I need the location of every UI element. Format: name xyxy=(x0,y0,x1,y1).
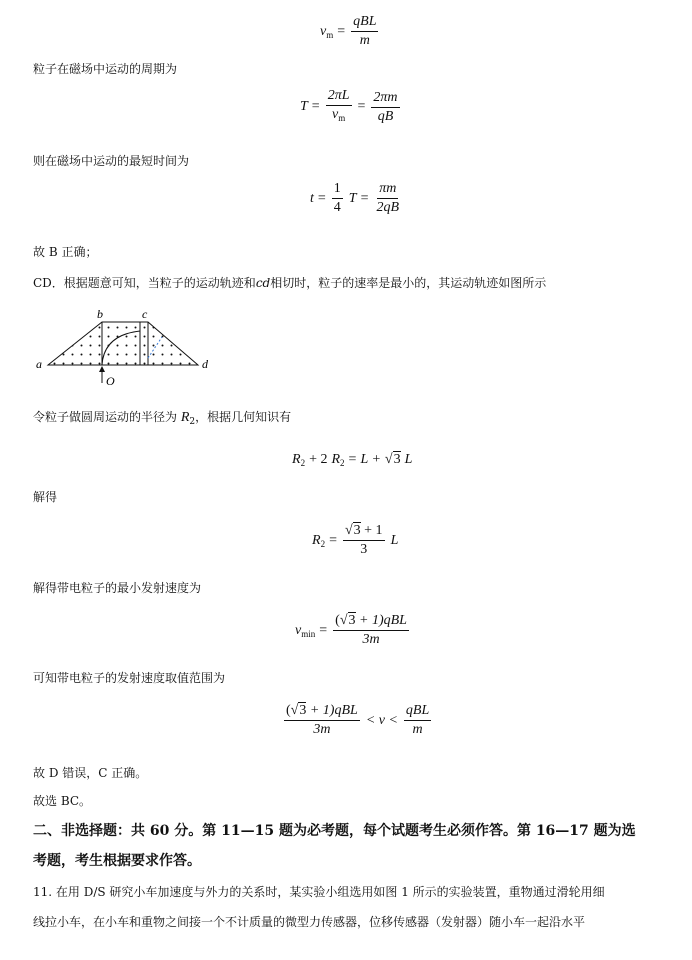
period-intro: 粒子在磁场中运动的周期为 xyxy=(33,62,178,76)
trapezoid-region xyxy=(48,322,198,365)
equation-range: $\frac{\text{(√3 + 1)qBL}}{3m}$ < v < $\frac{\text{qBL}}{m}$ xyxy=(286,703,430,737)
range-intro: 可知带电粒子的发射速度取值范围为 xyxy=(33,671,226,685)
equation-period: T = $\frac{2\pi L}{v_m}$ = $\frac{2\pi m}{qB}$ xyxy=(300,88,398,124)
cd-intro: CD．根据题意可知，当粒子的运动轨迹和cd相切时，粒子的速率是最小的，其运动轨迹如图所示 xyxy=(33,276,547,290)
d-wrong: 故 D 错误，C 正确。 xyxy=(33,766,148,780)
equation-vm: $v_m$ = $\frac{\text{qBL}}{m}$ xyxy=(320,14,377,48)
trapezoid-field-figure xyxy=(32,305,217,390)
question-11-line2: 线拉小车，在小车和重物之间接一个不计质量的微型力传感器，位移传感器（发射器）随小车一起沿水平 xyxy=(33,915,586,929)
label-o: O xyxy=(106,374,115,388)
min-time-intro: 则在磁场中运动的最短时间为 xyxy=(33,154,190,168)
equation-r2: $R_2$ = $\frac{√3 + 1}{3}$ L xyxy=(312,523,399,557)
label-b: b xyxy=(97,307,103,321)
question-11-line1: 11. 在用 D/S 研究小车加速度与外力的关系时，某实验小组选用如图 1 所示的实验装置，重物通过滑轮用细 xyxy=(33,885,605,899)
equation-vmin: $v_{min}$ = $\frac{\text{(√3 + 1)qBL}}{3m}$ xyxy=(295,613,407,647)
entry-arrow-head xyxy=(99,366,105,372)
label-c: c xyxy=(142,307,148,321)
b-correct: 故 B 正确； xyxy=(33,245,98,259)
label-d: d xyxy=(202,357,208,371)
equation-tmin: t = $\frac{1}{4}$ T = $\frac{\pi m}{2qB}$ xyxy=(310,181,400,215)
label-a: a xyxy=(36,357,42,371)
choose-bc: 故选 BC。 xyxy=(33,794,92,808)
min-speed-intro: 解得带电粒子的最小发射速度为 xyxy=(33,581,202,595)
solve-label: 解得 xyxy=(33,490,58,504)
section-heading-line2: 考题，考生根据要求作答。 xyxy=(33,853,201,869)
radius-intro: 令粒子做圆周运动的半径为 $R_2$，根据几何知识有 xyxy=(33,410,292,427)
section-heading-line1: 二、非选择题：共 60 分。第 11—15 题为必考题，每个试题考生必须作答。第 16—17 题为选 xyxy=(33,823,636,839)
equation-geometry: $R_2$ + 2 $R_2$ = L + √3 L xyxy=(292,452,413,468)
